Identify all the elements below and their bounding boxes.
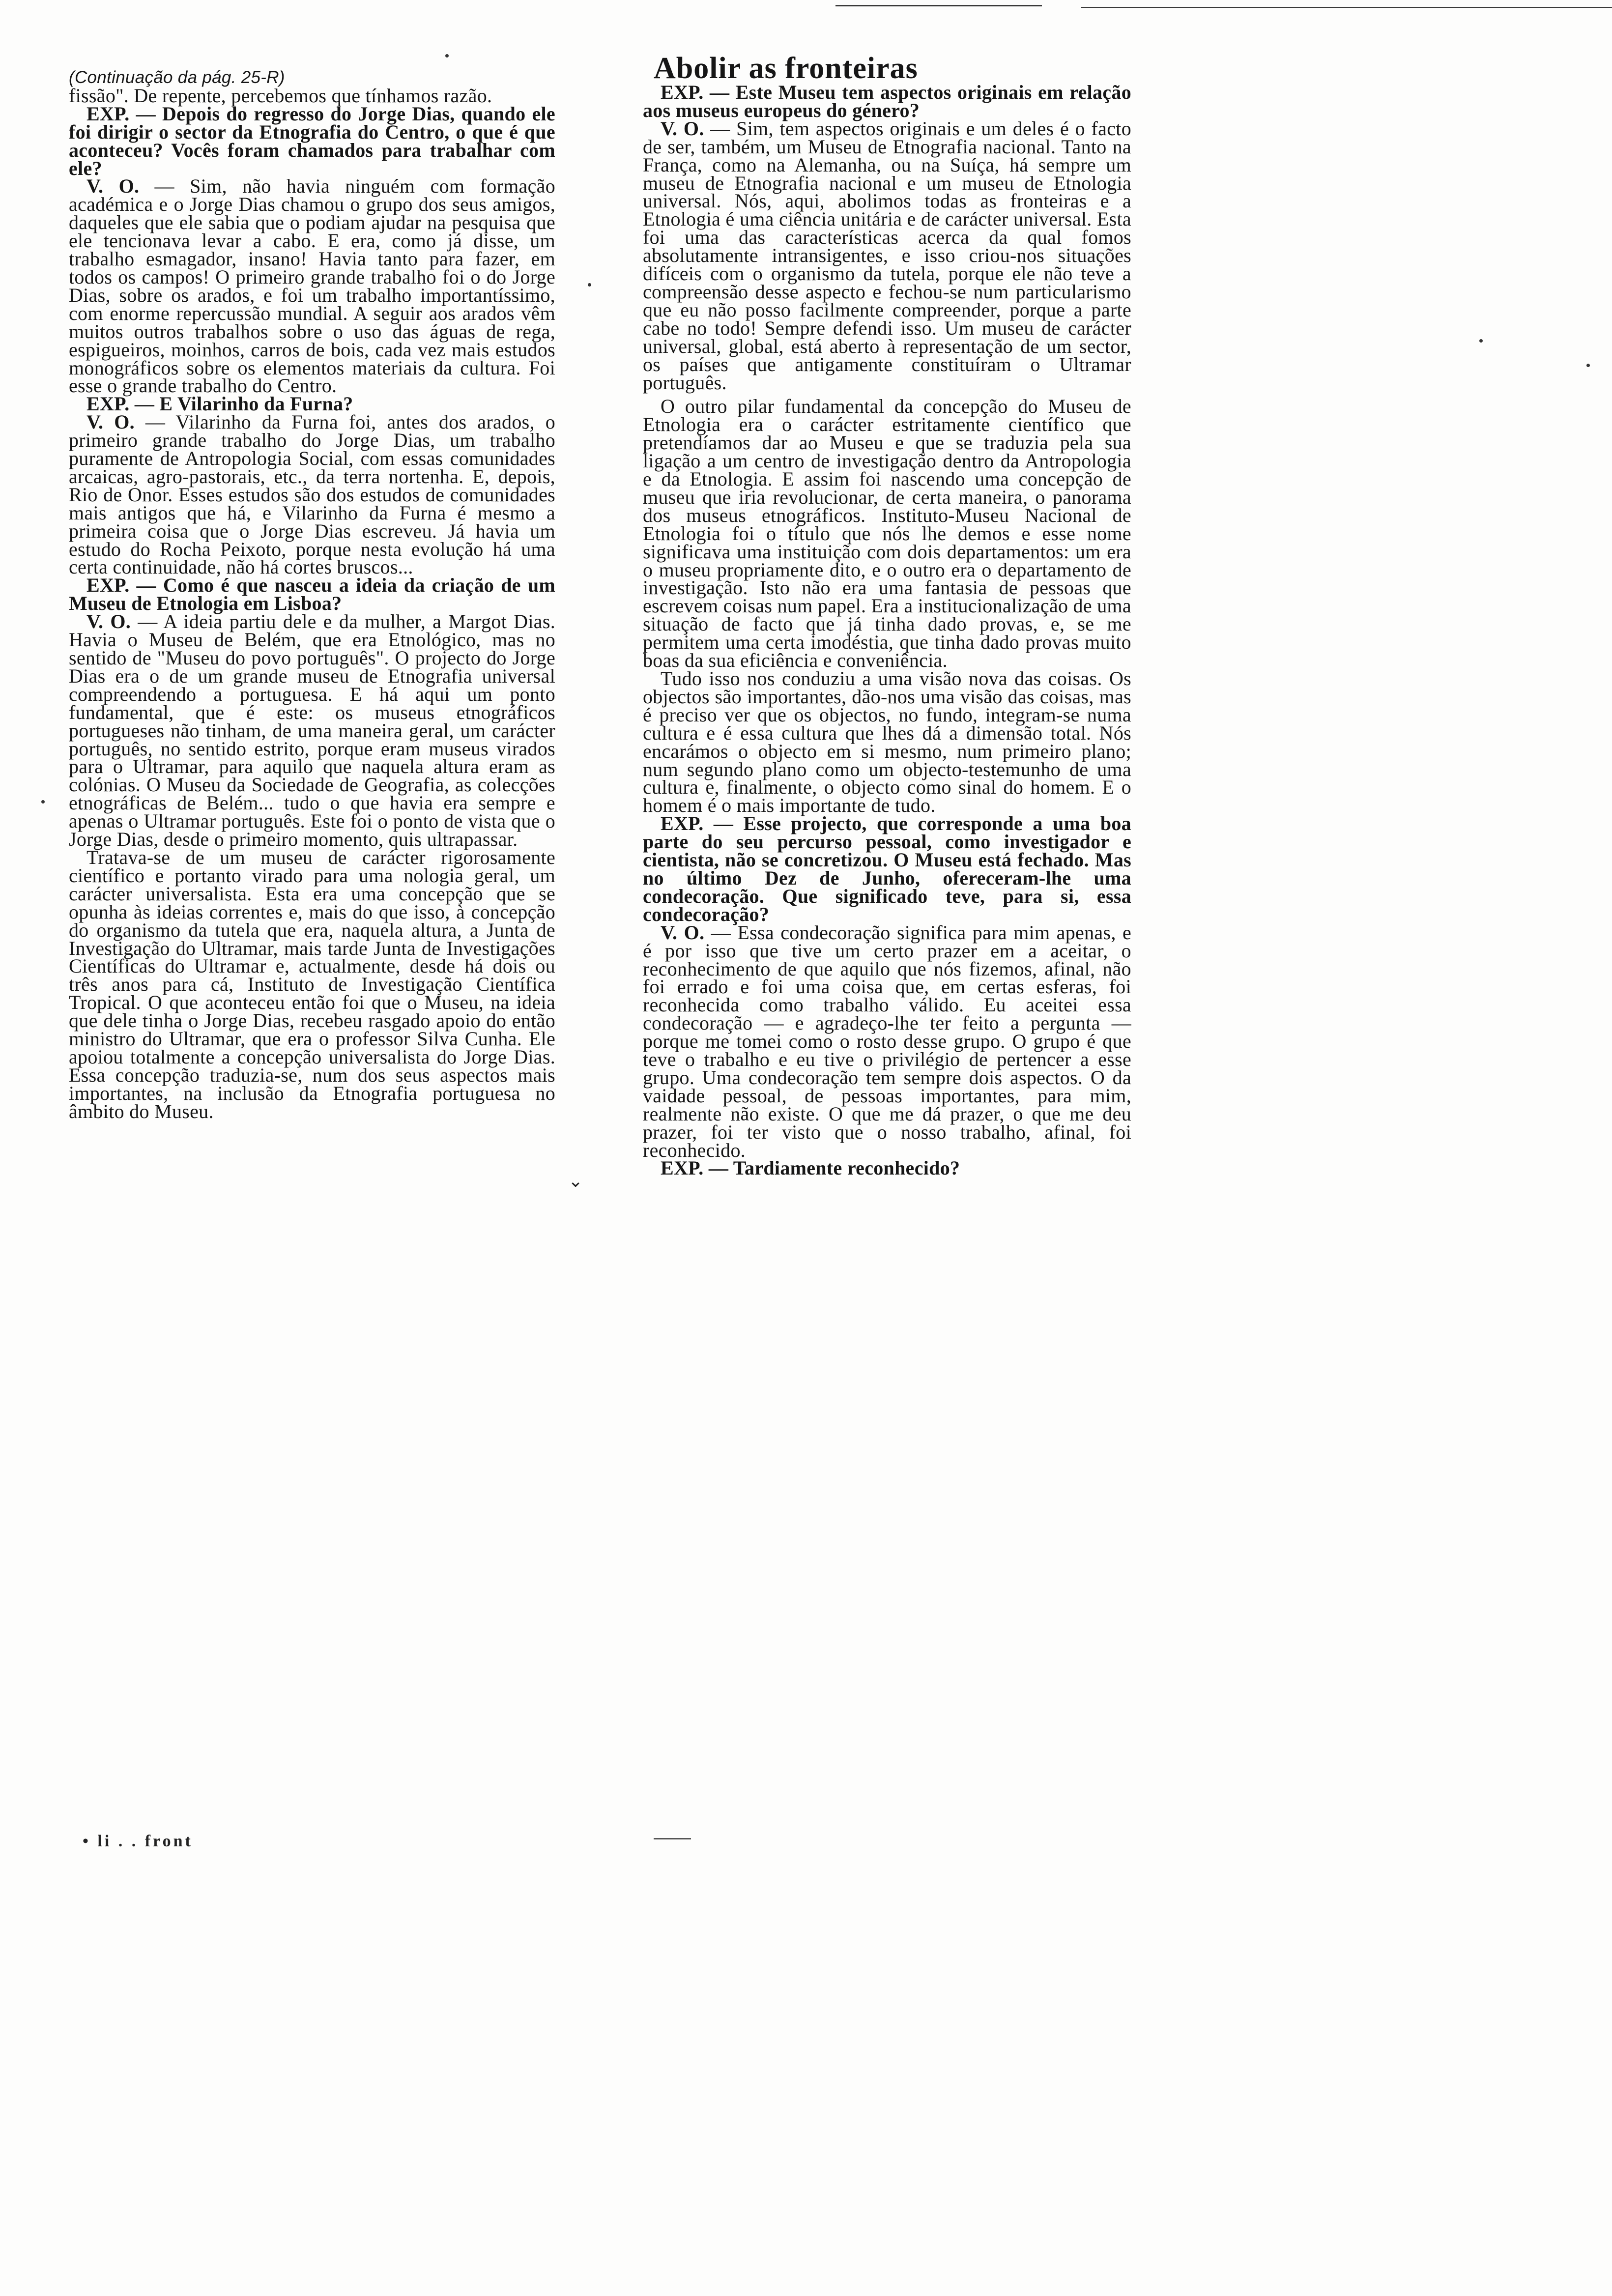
cut-off-heading: • li . . front — [83, 1832, 193, 1850]
scan-speck — [445, 54, 449, 57]
article-heading: Abolir as fronteiras — [654, 52, 918, 85]
bold-text: EXP. — Depois do regresso do Jorge Dias, quando ele foi dirigir o sector da Etnografia do Centro, o que é que aconteceu? Vocês foram chamados para trabalhar com ele? — [69, 102, 555, 179]
body-text: — Vilarinho da Furna foi, antes dos arados, o primeiro grande trabalho do Jorge Dias, um trabalho puramente de Antropologia Social, com essas comunidades arcaicas, agro-pastorais, etc., da terra nortenha. E, depois, Rio de Onor. Esses estudos são dos estudos de comunidades mais antigos que há, e Vilarinho da Furna é mesmo a primeira coisa que o Jorge Dias escreveu. Já havia um estudo do Rocha Peixoto, porque nesta evolução há uma certa continuidade, não há cortes bruscos... — [69, 411, 555, 578]
column-end-mark — [654, 1838, 691, 1839]
left-column — [69, 69, 555, 1121]
right-column-text — [643, 81, 1132, 1179]
bold-text: EXP. — Tardiamente reconhecido? — [661, 1157, 960, 1179]
paragraph — [643, 395, 1131, 672]
scan-edge-line — [835, 5, 1042, 6]
paragraph — [69, 413, 555, 576]
scan-speck — [1586, 364, 1590, 367]
bold-text: EXP. — Este Museu tem aspectos originais em relação aos museus europeus do género? — [643, 81, 1131, 121]
bold-text: V. O. — [661, 117, 704, 140]
paragraph — [69, 610, 556, 851]
paragraph — [643, 1159, 1131, 1177]
paragraph — [643, 921, 1132, 1161]
scan-speck — [1479, 339, 1483, 343]
paragraph — [69, 576, 555, 613]
left-column-text — [69, 84, 556, 1122]
right-column — [643, 81, 1132, 1179]
body-text: — Sim, não havia ninguém com formação académica e o Jorge Dias chamou o grupo dos seus amigos, daqueles que ele sabia que o podiam ajudar na pesquisa que ele tencionava levar a cabo. E era, como já disse, um trabalho esmagador, insano! Havia tanto para fazer, em todos os campos! O primeiro grande trabalho foi o do Jorge Dias, sobre os arados, e foi um trabalho importantíssimo, com enorme repercussão mundial. A seguir aos arados vêm muitos outros trabalhos sobre o uso das águas de rega, espigueiros, moinhos, carros de bois, cada vez mais estudos monográficos sobre os elementos materiais da cultura. Foi esse o grande trabalho do Centro. — [69, 175, 555, 397]
paragraph — [643, 812, 1131, 925]
bold-text: EXP. — Como é que nasceu a ideia da criação de um Museu de Etnologia em Lisboa? — [69, 574, 555, 615]
body-text: Tudo isso nos conduziu a uma visão nova das coisas. Os objectos são importantes, dão-nos uma visão das coisas, mas é preciso ver que os objectos, no fundo, integram-se numa cultura e é essa cultura que lhes dá a dimensão total. Nós encarámos o objecto em si mesmo, num primeiro plano; num segundo plano como um objecto-testemunho de uma cultura e, finalmente, o objecto como sinal do homem. E o homem é o mais importante de tudo. — [643, 667, 1131, 817]
scan-edge-line — [1081, 7, 1612, 8]
bold-text: V. O. — [86, 610, 131, 633]
bold-text: EXP. — E Vilarinho da Furna? — [86, 393, 353, 415]
scan-speck — [41, 800, 45, 804]
body-text: — A ideia partiu dele e da mulher, a Margot Dias. Havia o Museu de Belém, que era Etnológico, mas no sentido de "Museu do povo português". O projecto do Jorge Dias era o de um grande museu de Etnografia universal compreendendo a portuguesa. E há aqui um ponto fundamental, que é este: os museus etnográficos portugueses não tinham, de uma maneira geral, um carácter português, no sentido estrito, porque eram museus virados para o Ultramar, para aquilo que naquela altura eram as colónias. O Museu da Sociedade de Geografia, as colecções etnográficas de Belém... tudo o que havia era sempre e apenas o Ultramar português. Este foi o ponto de vista que o Jorge Dias, desde o primeiro momento, quis ultrapassar. — [69, 610, 556, 851]
paragraph — [643, 667, 1131, 817]
bold-text: EXP. — Esse projecto, que corresponde a uma boa parte do seu percurso pessoal, como investigador e cientista, não se concretizou. O Museu está fechado. Mas no último Dez de Junho, ofereceram-lhe uma condecoração. Que significado teve, para si, essa condecoração? — [643, 812, 1131, 925]
continuation-note: (Continuação da pág. 25-R) — [69, 68, 285, 87]
body-text: — Sim, tem aspectos originais e um deles é o facto de ser, também, um Museu de Etnografia nacional. Tanto na França, como na Alemanha, ou na Suíça, há sempre um museu de Etnografia nacional e um museu de Etnologia universal. Nós, aqui, abolimos todas as fronteiras e a Etnologia é uma ciência unitária e de carácter universal. Esta foi uma das características acerca da qual fomos absolutamente intransigentes, e isso criou-nos situações difíceis com o organismo da tutela, porque ele não teve a compreensão desse aspecto e fechou-se num particularismo que eu não posso facilmente compreender, porque a parte cabe no todo! Sempre defendi isso. Um museu de carácter universal, global, está aberto à representação de um sector, os países que antigamente constituíram o Ultramar português. — [643, 117, 1131, 394]
paragraph — [69, 102, 555, 179]
margin-mark: ⌄ — [568, 1171, 583, 1191]
body-text: O outro pilar fundamental da concepção do Museu de Etnologia era o carácter estritamente científico que pretendíamos dar ao Museu e que se traduzia pela sua ligação a um centro de investigação dentro da Antropologia e da Etnologia. E assim foi nascendo uma concepção de museu que iria revolucionar, de certa maneira, o panorama dos museus etnográficos. Instituto-Museu Nacional de Etnologia foi o título que nós lhe demos e esse nome significava uma instituição com dois departamentos: um era o museu propriamente dito, e o outro era o departamento de investigação. Isto não era uma fantasia de pessoas que escrevem coisas num papel. Era a institucionalização de uma situação de facto que já tinha dado provas, e, se me permitem uma certa imodéstia, que tinha dado provas muito boas da sua eficiência e conveniência. — [643, 395, 1131, 672]
body-text: — Essa condecoração significa para mim apenas, e é por isso que tive um certo prazer em a aceitar, o reconhecimento de que aquilo que nós fizemos, afinal, não foi errado e foi uma coisa que, em certas esferas, foi reconhecida como trabalho válido. Eu aceitei essa condecoração — e agradeço-lhe ter feito a pergunta — porque me tomei como o rosto desse grupo. O grupo é que teve o trabalho e eu tive o privilégio de pertencer a esse grupo. Uma condecoração tem sempre dois aspectos. O da vaidade pessoal, de pessoas importantes, para mim, realmente não existe. O que me dá prazer, o que me deu prazer, foi ter visto que o nosso trabalho, afinal, foi reconhecido. — [643, 921, 1132, 1161]
scan-speck — [588, 283, 591, 287]
paragraph — [643, 81, 1131, 121]
bold-text: V. O. — [86, 411, 135, 433]
paragraph — [643, 117, 1131, 394]
paragraph — [69, 846, 555, 1122]
body-text: Tratava-se de um museu de carácter rigorosamente científico e portanto virado para uma nologia geral, um carácter universalista. Esta era uma concepção que se opunha às ideias correntes e, mais do que isso, à concepção do organismo da tutela que era, naquela altura, a Junta de Investigação do Ultramar, mais tarde Junta de Investigações Científicas do Ultramar e, actualmente, desde há dois ou três anos para cá, Instituto de Investigação Científica Tropical. O que aconteceu então foi que o Museu, na ideia que dele tinha o Jorge Dias, recebeu rasgado apoio do então ministro do Ultramar, que era o professor Silva Cunha. Ele apoiou totalmente a concepção universalista do Jorge Dias. Essa concepção traduzia-se, num dos seus aspectos mais importantes, na inclusão da Etnografia portuguesa no âmbito do Museu. — [69, 846, 555, 1122]
bold-text: V. O. — [86, 175, 140, 198]
bold-text: V. O. — [661, 921, 705, 944]
paragraph — [69, 177, 555, 395]
body-text: fissão". De repente, percebemos que tínhamos razão. — [69, 84, 492, 107]
